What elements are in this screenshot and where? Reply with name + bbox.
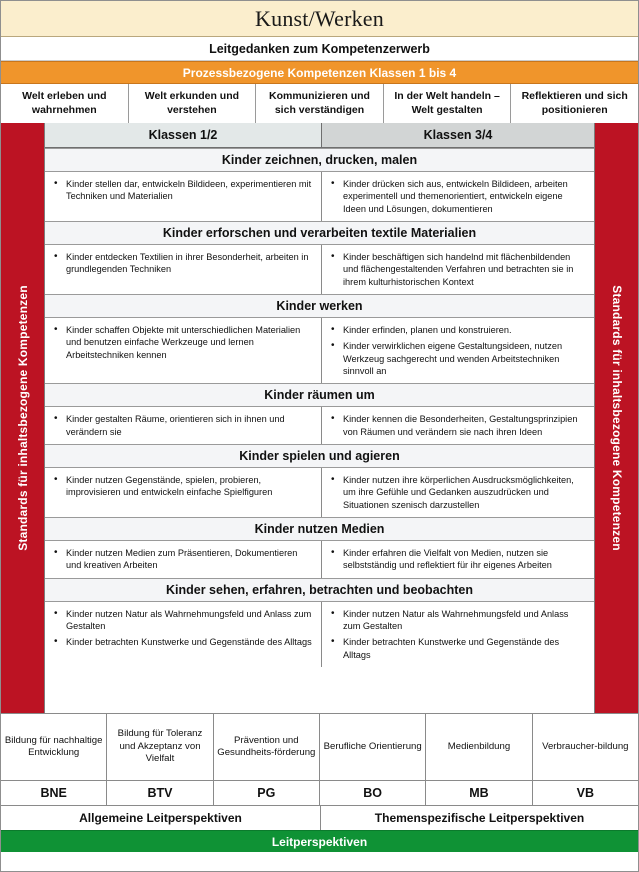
bottom-spacer bbox=[1, 852, 638, 858]
leitperspektiven-footer-label: Leitperspektiven bbox=[271, 834, 368, 849]
leitperspektive-abbr-bo: BO bbox=[320, 781, 426, 805]
topic-cell-klassen-3-4 bbox=[322, 602, 594, 667]
topic-body bbox=[45, 602, 594, 667]
standards-section bbox=[1, 123, 638, 713]
topic-cell-klassen-3-4 bbox=[322, 245, 594, 294]
list-item: • Kinder beschäftigen sich handelnd mit flächenbildenden und flächengestaltenden Verfahren und betrachten sie in ihrem kulturhistorischen Kontext bbox=[326, 251, 588, 288]
topic-title: Kinder sehen, erfahren, betrachten und beobachten bbox=[45, 578, 594, 602]
list-item: • Kinder drücken sich aus, entwickeln Bildideen, arbeiten experimentell und themenorientiert, entwickeln eigene Ideen und Lösungen, dokumentieren bbox=[326, 178, 588, 215]
leitperspektive-abbr-btv: BTV bbox=[107, 781, 213, 805]
topic-cell-klassen-1-2 bbox=[45, 245, 322, 294]
topic-block bbox=[45, 221, 594, 294]
leitperspektive-abbr-mb: MB bbox=[426, 781, 532, 805]
topic-block bbox=[45, 578, 594, 667]
class-header-row bbox=[45, 123, 594, 148]
list-item: • Kinder nutzen ihre körperlichen Ausdrucksmöglichkeiten, um ihre Gefühle und Gedanken auszudrücken und Situationen szenisch darzustellen bbox=[326, 474, 588, 511]
leitperspektive-abbr-pg: PG bbox=[214, 781, 320, 805]
topic-block bbox=[45, 383, 594, 444]
leitperspektive-description: Bildung für Toleranz und Akzeptanz von Vielfalt bbox=[107, 714, 213, 780]
list-item: • Kinder erfinden, planen und konstruieren. bbox=[326, 324, 588, 336]
prozessbezogene-kompetenzen-bar bbox=[1, 61, 638, 84]
topic-cell-klassen-1-2 bbox=[45, 468, 322, 517]
list-item: • Kinder nutzen Medien zum Präsentieren, Dokumentieren und kreativen Arbeiten bbox=[49, 547, 315, 572]
bullet-list bbox=[326, 178, 588, 215]
list-item: • Kinder betrachten Kunstwerke und Gegenstände des Alltags bbox=[326, 636, 588, 661]
leitperspektive-description: Berufliche Orientierung bbox=[320, 714, 426, 780]
process-competence-cell: Welt erkunden und verstehen bbox=[129, 84, 257, 123]
right-rail-label: Standards für inhaltsbezogene Kompetenzen bbox=[609, 285, 624, 551]
topic-block bbox=[45, 444, 594, 517]
topic-block bbox=[45, 517, 594, 578]
page-title: Kunst/Werken bbox=[255, 5, 384, 31]
topic-block bbox=[45, 148, 594, 221]
topic-cell-klassen-1-2 bbox=[45, 318, 322, 383]
bullet-list bbox=[49, 324, 315, 361]
topic-cell-klassen-1-2 bbox=[45, 407, 322, 444]
list-item: • Kinder entdecken Textilien in ihrer Besonderheit, arbeiten in grundlegenden Techniken bbox=[49, 251, 315, 276]
process-competence-columns bbox=[1, 84, 638, 123]
bullet-list bbox=[49, 547, 315, 572]
bullet-list bbox=[326, 474, 588, 511]
group-themenspezifische-leitperspektiven: Themenspezifische Leitperspektiven bbox=[374, 811, 585, 825]
bullet-list bbox=[49, 474, 315, 499]
bullet-list bbox=[49, 251, 315, 276]
list-item: • Kinder nutzen Gegenstände, spielen, probieren, improvisieren und entwickeln einfache Spielfiguren bbox=[49, 474, 315, 499]
topic-body bbox=[45, 541, 594, 578]
leitgedanken-bar bbox=[1, 37, 638, 61]
subject-title-bar bbox=[1, 1, 638, 37]
topic-title: Kinder spielen und agieren bbox=[45, 444, 594, 468]
list-item: • Kinder betrachten Kunstwerke und Gegenstände des Alltags bbox=[49, 636, 315, 648]
process-competence-cell: Welt erleben und wahrnehmen bbox=[1, 84, 129, 123]
topic-body bbox=[45, 468, 594, 517]
left-standards-rail bbox=[1, 123, 44, 713]
topic-cell-klassen-1-2 bbox=[45, 541, 322, 578]
class-header-1-2: Klassen 1/2 bbox=[45, 123, 322, 147]
process-competence-cell: Reflektieren und sich positionieren bbox=[521, 90, 628, 116]
leitperspektiven-group-row bbox=[1, 806, 638, 830]
leitgedanken-label: Leitgedanken zum Kompetenzerwerb bbox=[209, 41, 430, 56]
prozessbezogene-label: Prozessbezogene Kompetenzen Klassen 1 bis 4 bbox=[182, 65, 457, 80]
standards-grid bbox=[44, 123, 595, 713]
topic-title: Kinder räumen um bbox=[45, 383, 594, 407]
topic-cell-klassen-3-4 bbox=[322, 172, 594, 221]
bullet-list bbox=[49, 413, 315, 438]
topic-cell-klassen-3-4 bbox=[322, 541, 594, 578]
list-item: • Kinder kennen die Besonderheiten, Gestaltungsprinzipien von Räumen und verändern sie nach ihren Ideen bbox=[326, 413, 588, 438]
topic-title: Kinder werken bbox=[45, 294, 594, 318]
topic-body bbox=[45, 245, 594, 294]
topic-cell-klassen-3-4 bbox=[322, 407, 594, 444]
topic-title: Kinder erforschen und verarbeiten textile Materialien bbox=[45, 221, 594, 245]
bullet-list bbox=[326, 608, 588, 661]
topic-title: Kinder nutzen Medien bbox=[45, 517, 594, 541]
list-item: • Kinder nutzen Natur als Wahrnehmungsfeld und Anlass zum Gestalten bbox=[49, 608, 315, 633]
class-header-3-4: Klassen 3/4 bbox=[322, 123, 594, 147]
list-item: • Kinder schaffen Objekte mit unterschiedlichen Materialien und benutzen einfache Werkzeuge und lernen Arbeitstechniken kennen bbox=[49, 324, 315, 361]
topic-body bbox=[45, 172, 594, 221]
bullet-list bbox=[49, 608, 315, 649]
topic-body bbox=[45, 407, 594, 444]
leitperspektive-abbr-bne: BNE bbox=[1, 781, 107, 805]
bullet-list bbox=[326, 413, 588, 438]
bullet-list bbox=[49, 178, 315, 203]
bullet-list bbox=[326, 324, 588, 377]
topic-cell-klassen-3-4 bbox=[322, 318, 594, 383]
leitperspektiven-footer-bar bbox=[1, 830, 638, 852]
list-item: • Kinder gestalten Räume, orientieren sich in ihnen und verändern sie bbox=[49, 413, 315, 438]
process-competence-cell: Kommunizieren und sich verständigen bbox=[256, 84, 384, 123]
leitperspektive-description: Medienbildung bbox=[426, 714, 532, 780]
leitperspektive-description: Bildung für nachhaltige Entwicklung bbox=[1, 714, 107, 780]
leitperspektive-description: Verbraucher-bildung bbox=[542, 740, 629, 752]
group-allgemeine-leitperspektiven: Allgemeine Leitperspektiven bbox=[1, 806, 321, 830]
right-standards-rail bbox=[595, 123, 638, 713]
topic-body bbox=[45, 318, 594, 383]
process-competence-cell: In der Welt handeln – Welt gestalten bbox=[384, 84, 512, 123]
bullet-list bbox=[326, 251, 588, 288]
leitperspektive-description: Prävention und Gesundheits-förderung bbox=[214, 714, 320, 780]
topic-block bbox=[45, 294, 594, 383]
list-item: • Kinder erfahren die Vielfalt von Medien, nutzen sie selbstständig und reflektiert für ihr eigenes Arbeiten bbox=[326, 547, 588, 572]
topic-title: Kinder zeichnen, drucken, malen bbox=[45, 148, 594, 172]
topic-cell-klassen-3-4 bbox=[322, 468, 594, 517]
left-rail-label: Standards für inhaltsbezogene Kompetenzen bbox=[15, 285, 30, 551]
list-item: • Kinder verwirklichen eigene Gestaltungsideen, nutzen Werkzeug sachgerecht und wenden Arbeitstechniken sinnvoll an bbox=[326, 340, 588, 377]
leitperspektive-abbr-vb: VB bbox=[576, 786, 594, 800]
topic-cell-klassen-1-2 bbox=[45, 172, 322, 221]
leitperspektiven-abbreviation-row bbox=[1, 780, 638, 806]
list-item: • Kinder stellen dar, entwickeln Bildideen, experimentieren mit Techniken und Materialien bbox=[49, 178, 315, 203]
leitperspektiven-description-row bbox=[1, 713, 638, 780]
topic-cell-klassen-1-2 bbox=[45, 602, 322, 667]
list-item: • Kinder nutzen Natur als Wahrnehmungsfeld und Anlass zum Gestalten bbox=[326, 608, 588, 633]
bullet-list bbox=[326, 547, 588, 572]
